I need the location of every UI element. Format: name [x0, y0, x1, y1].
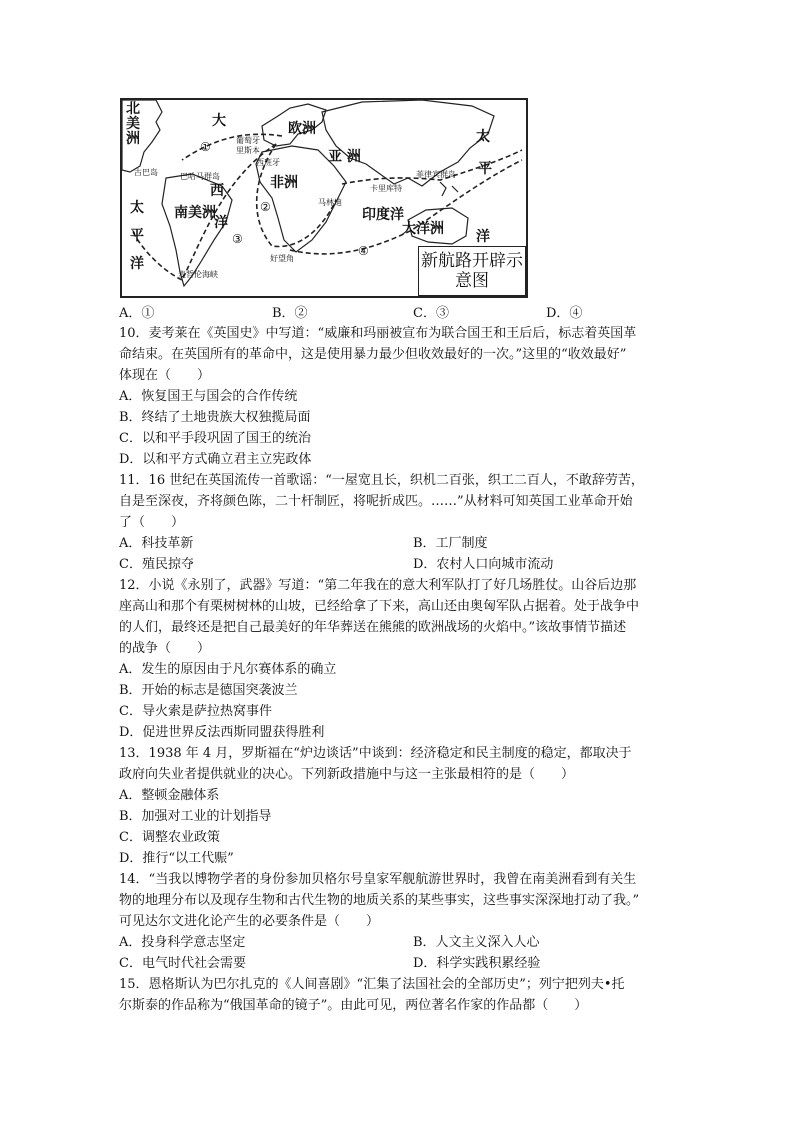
label-africa: 非洲	[270, 175, 298, 191]
question-13-option-b: B．加强对工业的计划指导	[119, 809, 272, 824]
question-11-option-d: D．农村人口向城市流动	[413, 557, 554, 572]
label-oceania: 大洋洲	[402, 221, 444, 237]
label-west: 西	[210, 183, 224, 199]
label-south-america: 南美洲	[174, 205, 216, 221]
question-14-line-2: 物的地理分布以及现存生物和古代生物的地质关系的某些事实，这些事实深深地打动了我。”	[119, 893, 640, 908]
asia-outline	[322, 100, 494, 186]
map-title: 新航路开辟示意图	[418, 246, 526, 296]
question-11-line-3: 了（ ）	[119, 515, 185, 530]
label-asia: 亚 洲	[328, 149, 361, 165]
question-13-option-c: C．调整农业政策	[119, 830, 220, 845]
question-10-line-3: 体现在（ ）	[119, 368, 211, 383]
question-12-option-d: D．促进世界反法西斯同盟获得胜利	[119, 725, 325, 740]
question-13-line-1: 13．1938 年 4 月，罗斯福在“炉边谈话”中谈到：经济稳定和民主制度的稳定，都取决于	[119, 746, 632, 761]
route-1	[182, 134, 282, 160]
question-10-line-1: 10．麦考莱在《英国史》中写道：“威廉和玛丽被宣布为联合国王和王后后，标志着英国革	[119, 326, 637, 341]
question-11-line-1: 11．16 世纪在英国流传一首歌谣：“一屋宽且长，织机二百张，织工二百人，不敢辞劳苦，	[119, 473, 644, 488]
question-12-line-4: 的战争（ ）	[119, 641, 211, 656]
label-europe-da: 大	[212, 113, 226, 129]
question-13-option-a: A．整顿金融体系	[119, 788, 220, 803]
question-13-line-2: 政府向失业者提供就业的决心。下列新政措施中与这一主张最相符的是（ ）	[119, 767, 575, 782]
route-marker-1: ①	[200, 140, 211, 154]
label-calicut: 卡里库特	[370, 184, 402, 193]
route-marker-2: ②	[260, 200, 271, 214]
question-12-line-1: 12．小说《永别了，武器》写道：“第二年我在的意大利军队打了好几场胜仗。山谷后边那	[119, 578, 637, 593]
question-10-line-2: 命结束。在英国所有的革命中，这是使用暴力最少但收效最好的一次。”这里的“收效最好”	[119, 347, 627, 362]
question-10-option-d: D．以和平方式确立君主立宪政体	[119, 452, 312, 467]
q9-option-d: D．④	[546, 306, 583, 321]
label-pacific-right-yang: 洋	[476, 229, 490, 245]
q9-option-a: A．①	[119, 306, 155, 321]
question-12-option-c: C．导火索是萨拉热窝事件	[119, 704, 272, 719]
label-indian-ocean: 印度洋	[362, 207, 404, 223]
question-14-option-c: C．电气时代社会需要	[119, 956, 246, 971]
question-11-option-a: A．科技革新	[119, 536, 194, 551]
label-pacific-right-ping: 平	[478, 161, 492, 177]
new-sea-routes-map	[120, 98, 528, 298]
label-pacific-left: 太平洋	[130, 200, 144, 272]
question-10-option-a: A．恢复国王与国会的合作传统	[119, 389, 298, 404]
route-marker-4: ④	[358, 244, 369, 258]
label-magellan: 麦哲伦海峡	[178, 270, 218, 279]
label-north-america: 北美洲	[126, 101, 140, 147]
label-cuba: 古巴岛	[134, 168, 158, 177]
question-11-option-c: C．殖民掠夺	[119, 557, 194, 572]
question-15-line-2: 尔斯泰的作品称为“俄国革命的镜子”。由此可见，两位著名作家的作品都（ ）	[119, 998, 588, 1013]
label-lisbon: 里斯本	[236, 146, 260, 155]
label-portugal: 葡萄牙	[236, 136, 260, 145]
question-11-line-2: 自是至深夜，齐将颜色陈，二十杆制匠，将呢折成匹。……”从材料可知英国工业革命开始	[119, 494, 633, 509]
question-12-line-3: 的人们，最终还是把自己最美好的年华葬送在熊熊的欧洲战场的火焰中。”该故事情节描述	[119, 620, 627, 635]
question-15-line-1: 15．恩格斯认为巴尔扎克的《人间喜剧》“汇集了法国社会的全部历史”；列宁把列夫•托	[119, 977, 625, 992]
question-14-option-b: B．人文主义深入人心	[413, 935, 540, 950]
label-europe: 欧洲	[288, 121, 316, 137]
question-13-option-d: D．推行“以工代赈”	[119, 851, 234, 866]
islands-outline	[440, 182, 458, 196]
question-14-option-d: D．科学实践积累经验	[413, 956, 541, 971]
question-10-option-b: B．终结了土地贵族大权独揽局面	[119, 410, 311, 425]
label-atlantic-yang: 洋	[214, 215, 228, 231]
route-marker-3: ③	[232, 232, 243, 246]
label-malindi: 马林迪	[318, 198, 342, 207]
label-spain: 西班牙	[256, 158, 280, 167]
question-10-option-c: C．以和平手段巩固了国王的统治	[119, 431, 311, 446]
label-bahamas: 巴哈马群岛	[180, 172, 220, 181]
question-14-line-1: 14．“当我以博物学者的身份参加贝格尔号皇家军舰航游世界时，我曾在南美洲看到有关生	[119, 872, 637, 887]
q9-option-b: B．②	[272, 306, 308, 321]
question-11-option-b: B．工厂制度	[413, 536, 488, 551]
question-14-option-a: A．投身科学意志坚定	[119, 935, 246, 950]
question-14-line-3: 可见达尔文进化论产生的必要条件是（ ）	[119, 914, 380, 929]
label-pacific-right-tai: 太	[476, 129, 490, 145]
q9-option-c: C．③	[413, 306, 449, 321]
question-12-line-2: 座高山和那个有栗树树林的山坡，已经给拿了下来，高山还由奥匈军队占据着。处于战争中	[119, 599, 640, 614]
label-philippines: 菲律宾群岛	[416, 170, 456, 179]
question-12-option-b: B．开始的标志是德国突袭波兰	[119, 683, 298, 698]
question-12-option-a: A．发生的原因由于凡尔赛体系的确立	[119, 662, 337, 677]
label-cape: 好望角	[270, 254, 294, 263]
